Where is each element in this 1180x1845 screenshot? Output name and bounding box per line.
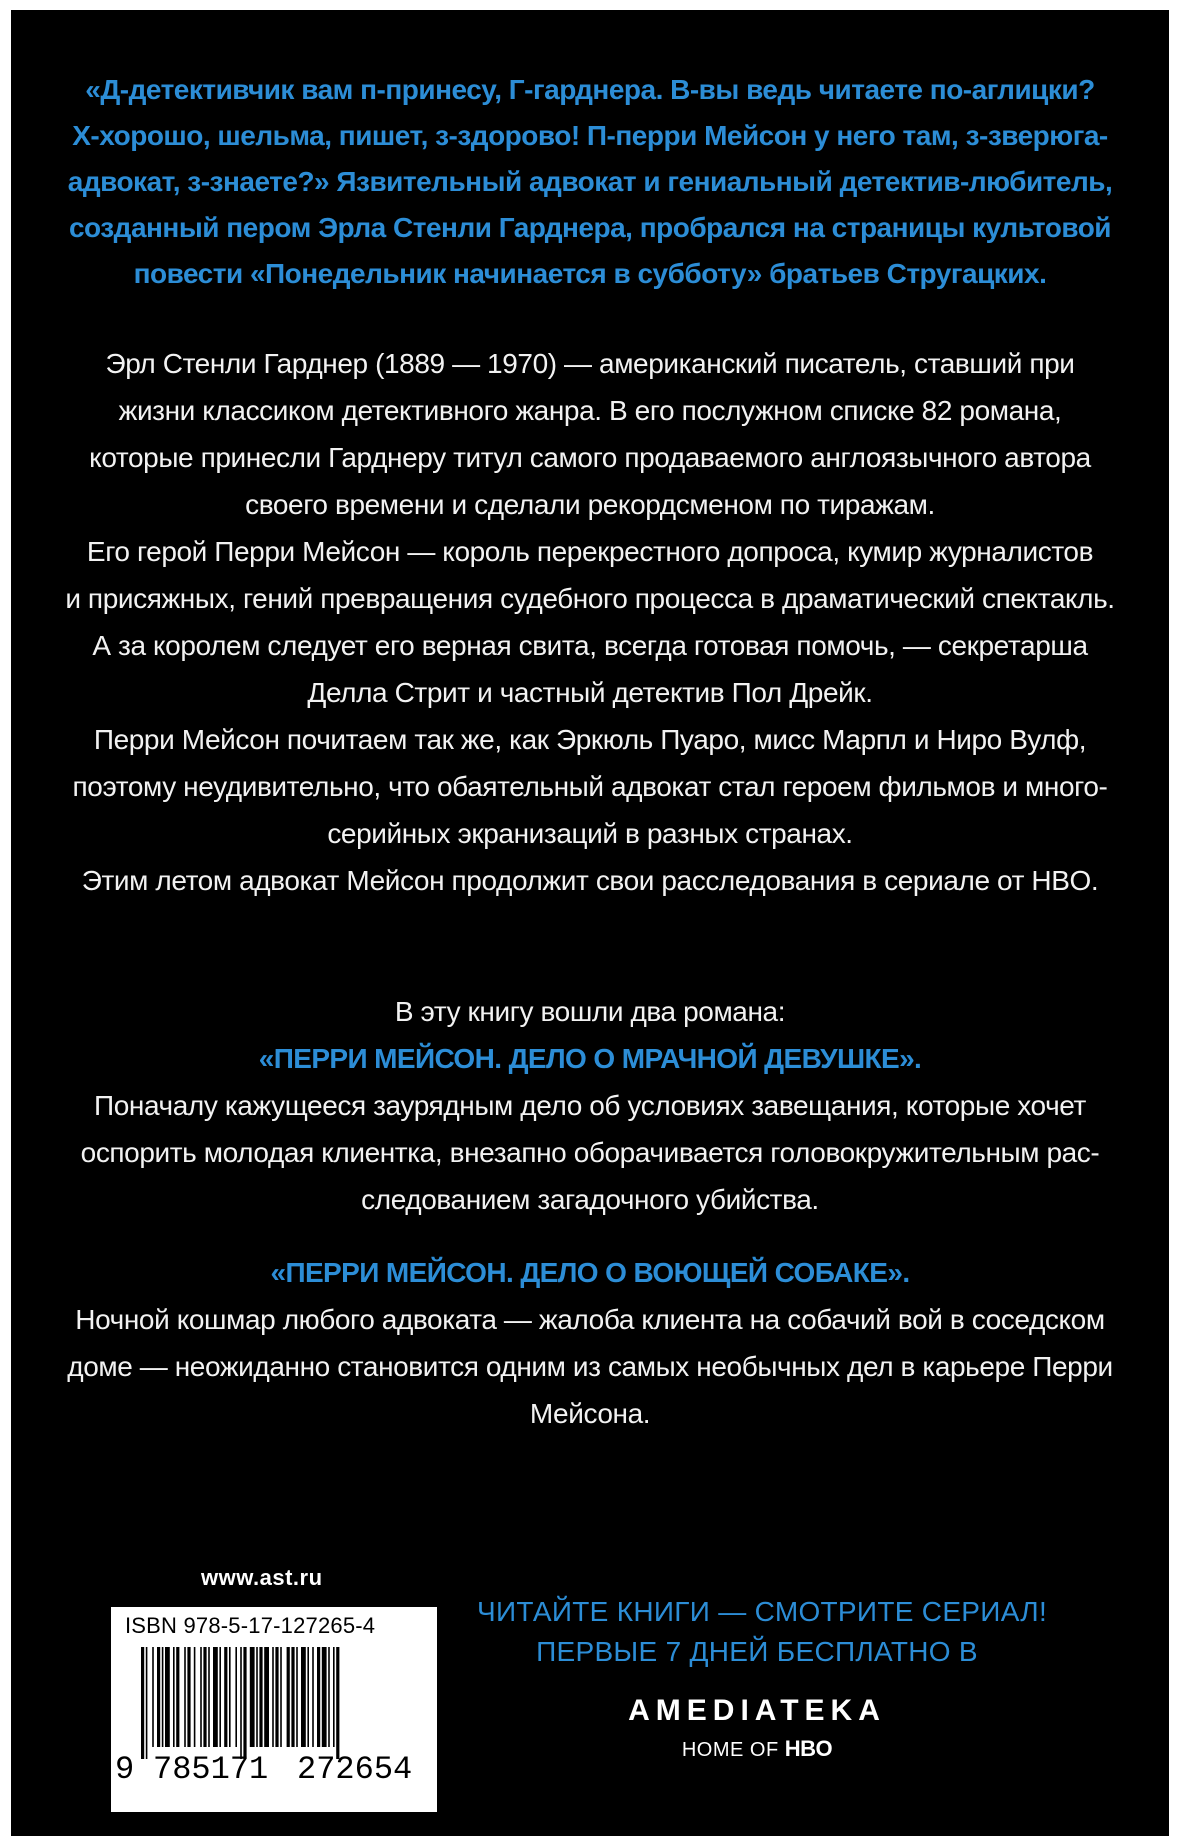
- amediateka-logo: AMEDIATEKA: [628, 1694, 886, 1727]
- barcode-bar: [275, 1647, 278, 1747]
- barcode-bar: [184, 1647, 186, 1747]
- intro-line: адвокат, з-знаете?» Язвительный адвокат и гениальный детектив-любитель,: [67, 166, 1113, 197]
- barcode-bar: [200, 1647, 202, 1747]
- intro-line: Х-хорошо, шельма, пишет, з-здорово! П-перри Мейсон у него там, з-зверюга-: [72, 120, 1108, 151]
- bio-line: серийных экранизаций в разных странах.: [327, 818, 853, 849]
- barcode-digit-group: 785171: [153, 1751, 269, 1788]
- barcode-bar: [256, 1647, 258, 1747]
- author-bio: [11, 340, 1169, 904]
- barcode-bar: [173, 1647, 175, 1747]
- barcode-bar: [208, 1647, 210, 1747]
- hbo-logo: HBO: [784, 1736, 833, 1761]
- barcode-bar: [224, 1647, 227, 1747]
- intro-quote: [11, 67, 1169, 297]
- barcode-bar: [162, 1647, 164, 1747]
- barcode-bar: [213, 1647, 218, 1747]
- barcode-digit-group: 9: [115, 1751, 135, 1788]
- barcode-bar: [296, 1647, 298, 1747]
- promo-line: ЧИТАЙТЕ КНИГИ — СМОТРИТЕ СЕРИАЛ!: [477, 1596, 1048, 1627]
- promo-line: ПЕРВЫЕ 7 ДНЕЙ БЕСПЛАТНО В: [536, 1636, 978, 1667]
- barcode-bar: [235, 1647, 237, 1747]
- barcode-bar: [336, 1647, 339, 1759]
- book2-title: «ПЕРРИ МЕЙСОН. ДЕЛО О ВОЮЩЕЙ СОБАКЕ».: [270, 1257, 910, 1288]
- bio-line: поэтому неудивительно, что обаятельный адвокат стал героем фильмов и много-: [72, 771, 1108, 802]
- bio-line: А за королем следует его верная свита, всегда готовая помочь, — секретарша: [92, 630, 1088, 661]
- barcode-bar: [219, 1647, 221, 1747]
- home-of-label: HOME OF: [681, 1739, 779, 1761]
- intro-line: созданный пером Эрла Стенли Гарднера, пробрался на страницы культовой: [68, 212, 1112, 243]
- barcode-bar: [259, 1647, 262, 1747]
- book1-line: Поначалу кажущееся заурядным дело об условиях завещания, которые хочет: [94, 1090, 1086, 1121]
- barcode-bar: [307, 1647, 309, 1747]
- barcode-digit-group: 272654: [297, 1751, 413, 1788]
- book1-line: следованием загадочного убийства.: [361, 1184, 819, 1215]
- bio-line: Его герой Перри Мейсон — король перекрестного допроса, кумир журналистов: [86, 536, 1094, 567]
- barcode-bar: [240, 1647, 242, 1759]
- barcode-bar: [152, 1647, 154, 1747]
- barcode-bar: [165, 1647, 170, 1747]
- bio-line: которые принесли Гарднеру титул самого продаваемого англоязычного автора: [89, 442, 1091, 473]
- book2-line: Мейсона.: [529, 1398, 651, 1429]
- bio-line: Эрл Стенли Гарднер (1889 — 1970) — американский писатель, ставший при: [105, 348, 1075, 379]
- barcode-bar: [287, 1647, 290, 1747]
- barcode-bar: [291, 1647, 294, 1747]
- barcode-bar: [328, 1647, 330, 1747]
- barcode-bar: [194, 1647, 196, 1747]
- barcode-bar: [280, 1647, 282, 1747]
- book2-line: доме — неожиданно становится одним из самых необычных дел в карьере Перри: [67, 1351, 1113, 1382]
- spacer: [11, 1223, 1169, 1249]
- barcode-icon: [121, 1647, 427, 1759]
- bio-line: своего времени и сделали рекордсменом по тиражам.: [245, 489, 935, 520]
- barcode-bar: [243, 1647, 246, 1759]
- intro-line: «Д-детективчик вам п-принесу, Г-гарднера. В-вы ведь читаете по-аглицки?: [85, 74, 1095, 105]
- isbn-label: ISBN 978-5-17-127265-4: [125, 1613, 376, 1638]
- barcode-bar: [322, 1647, 327, 1747]
- publisher-website: www.ast.ru: [201, 1565, 323, 1590]
- barcode-bar: [272, 1647, 274, 1747]
- barcode-bar: [141, 1647, 144, 1759]
- barcode-bar: [301, 1647, 306, 1747]
- book2-line: Ночной кошмар любого адвоката — жалоба клиента на собачий вой в соседском: [75, 1304, 1105, 1335]
- books-section: [11, 988, 1169, 1437]
- barcode-bar: [250, 1647, 255, 1747]
- bio-line: Этим летом адвокат Мейсон продолжит свои расследования в сериале от HBO.: [81, 865, 1099, 896]
- barcode-bar: [312, 1647, 314, 1747]
- bio-line: жизни классиком детективного жанра. В его послужном списке 82 романа,: [118, 395, 1062, 426]
- barcode-bar: [229, 1647, 231, 1747]
- book1-title: «ПЕРРИ МЕЙСОН. ДЕЛО О МРАЧНОЙ ДЕВУШКЕ».: [258, 1043, 922, 1074]
- barcode-bar: [317, 1647, 320, 1747]
- bio-line: Перри Мейсон почитаем так же, как Эркюль Пуаро, мисс Марпл и Ниро Вулф,: [93, 724, 1087, 755]
- barcode-bar: [187, 1647, 190, 1747]
- books-intro: В эту книгу вошли два романа:: [394, 996, 786, 1027]
- barcode-bar: [333, 1647, 335, 1747]
- home-of-hbo: [477, 1736, 1037, 1762]
- barcode-bar: [203, 1647, 206, 1747]
- barcode-bar: [264, 1647, 269, 1747]
- book-back-cover: [11, 10, 1169, 1836]
- bio-line: Делла Стрит и частный детектив Пол Дрейк.: [307, 677, 873, 708]
- barcode-bar: [146, 1647, 148, 1759]
- promo-block: [477, 1592, 1048, 1762]
- barcode-bar: [157, 1647, 160, 1747]
- bio-line: и присяжных, гений превращения судебного процесса в драматический спектакль.: [65, 583, 1115, 614]
- intro-line: повести «Понедельник начинается в субботу» братьев Стругацких.: [133, 258, 1047, 289]
- barcode-bar: [176, 1647, 179, 1747]
- book1-line: оспорить молодая клиентка, внезапно оборачивается головокружительным рас-: [80, 1137, 1100, 1168]
- barcode-box: [111, 1607, 437, 1812]
